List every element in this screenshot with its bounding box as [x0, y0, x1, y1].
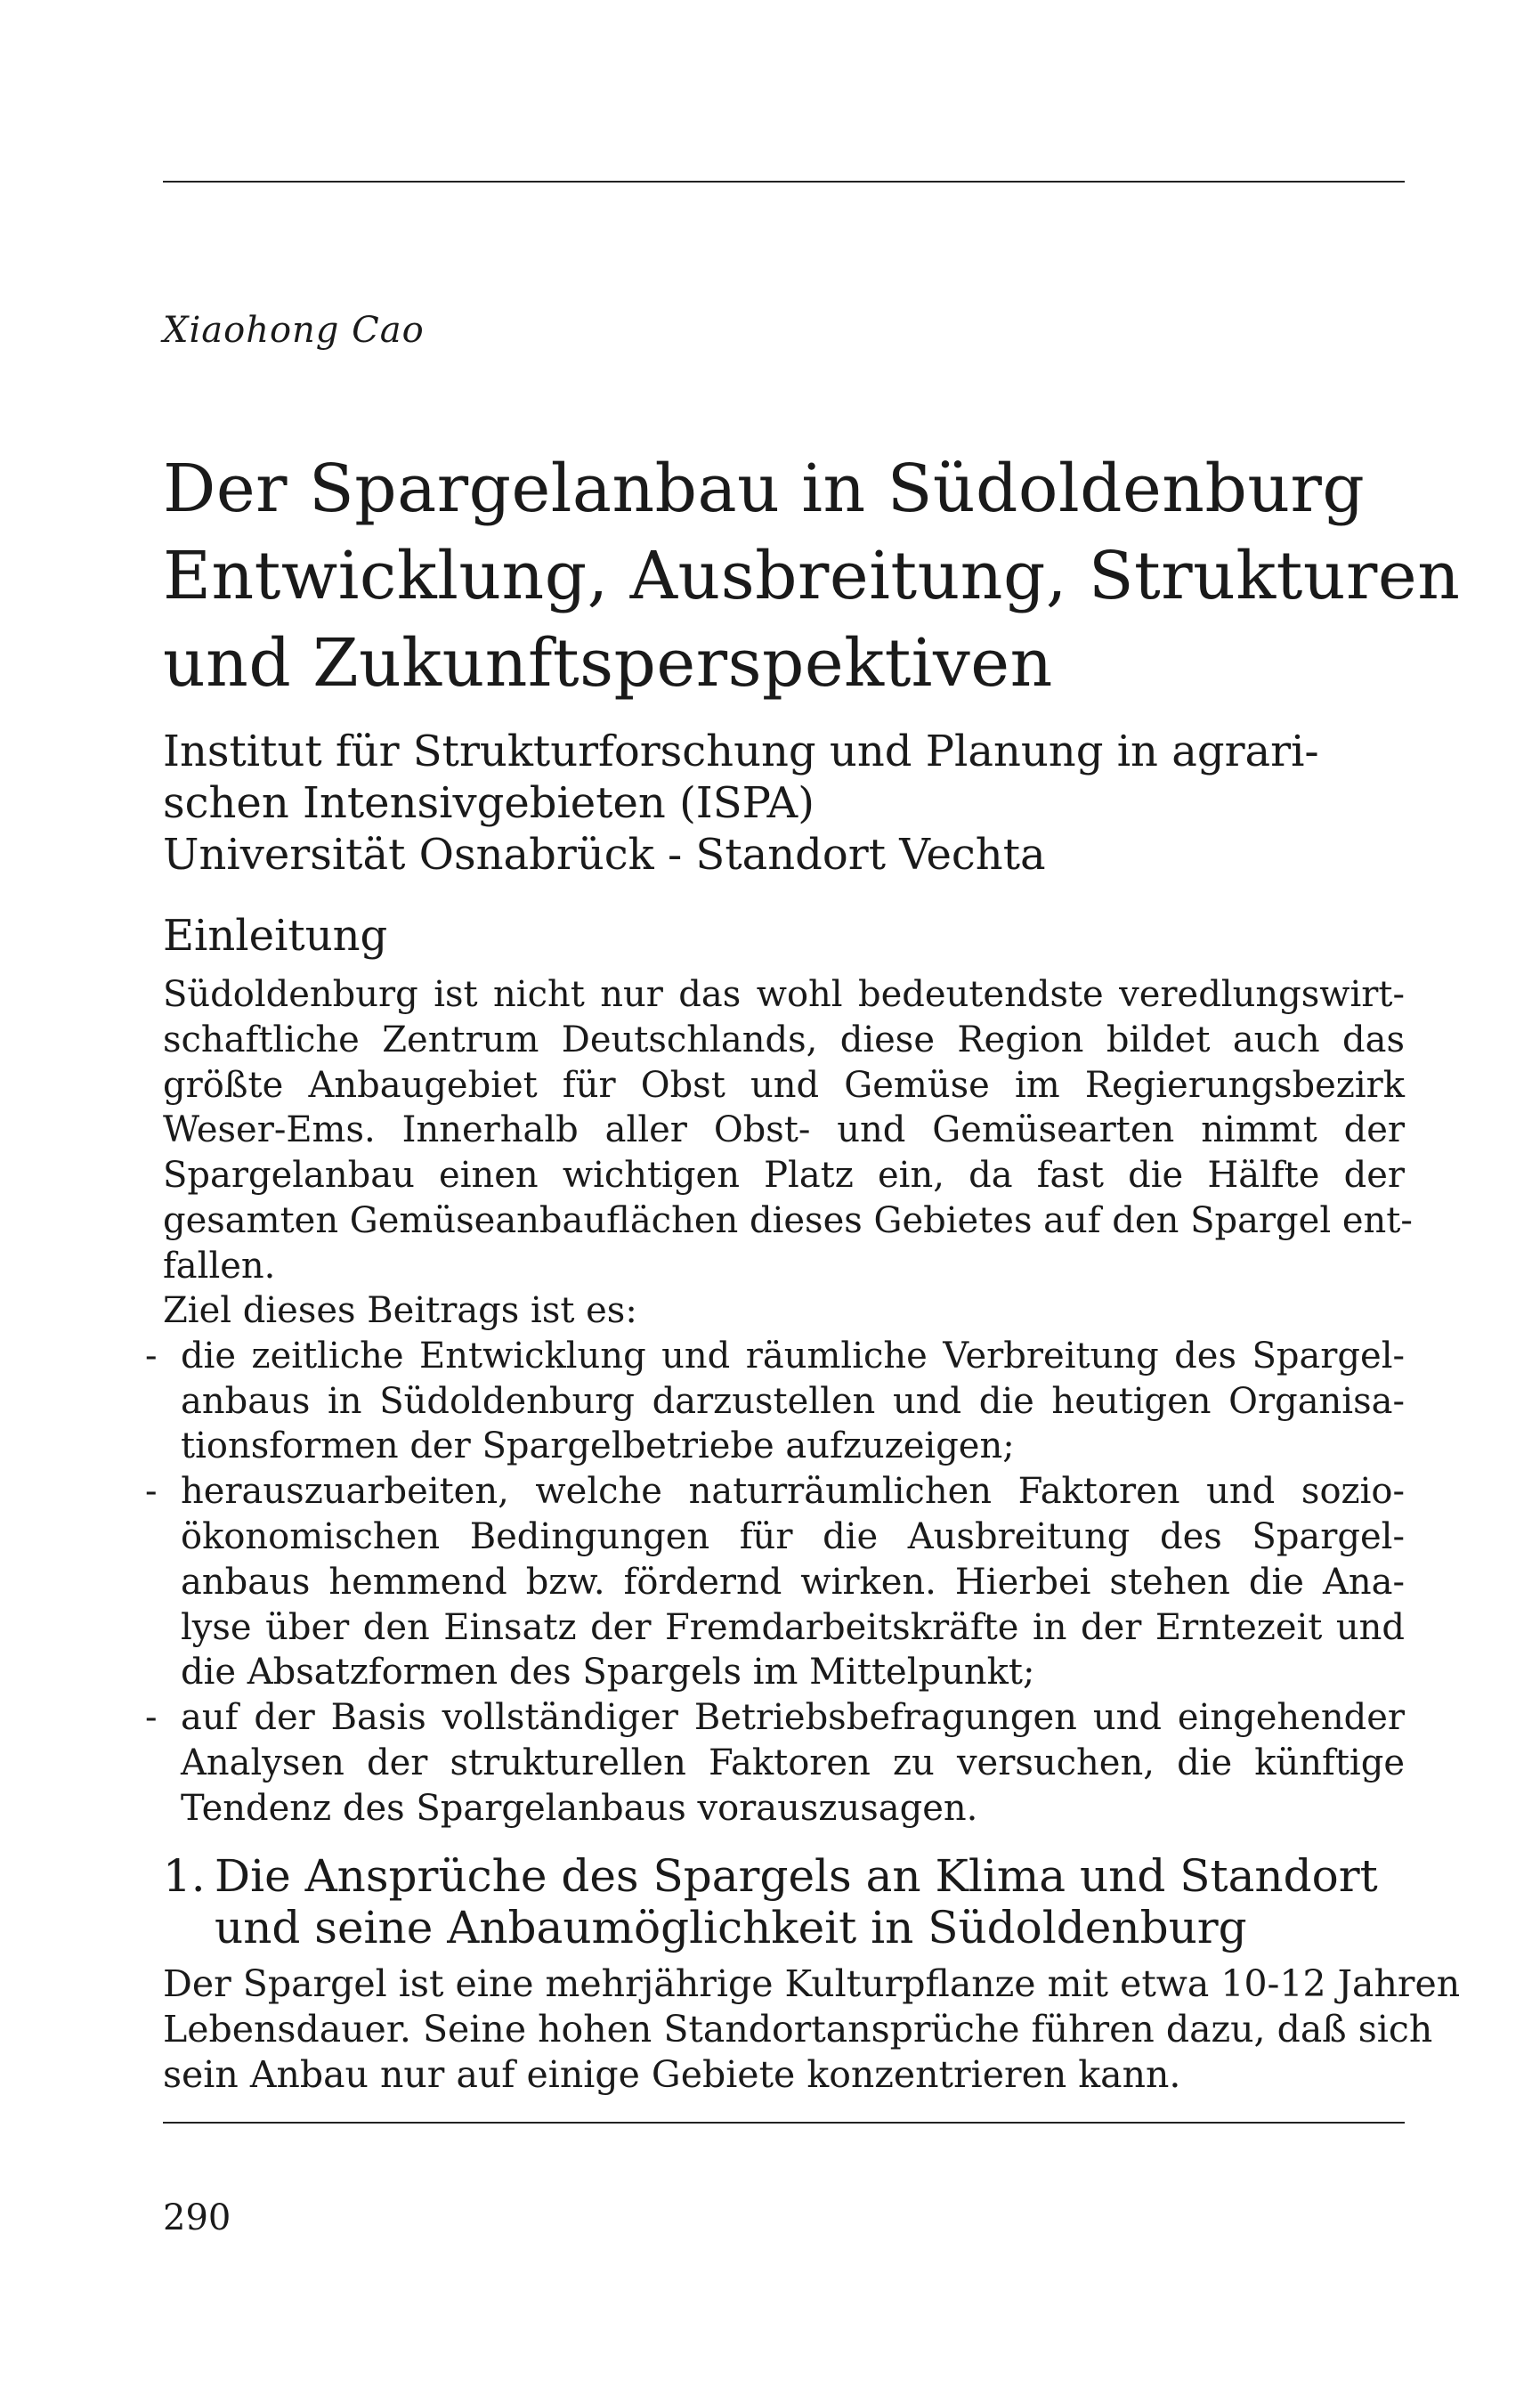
list-item [145, 1334, 1405, 1469]
title-line: und Zukunftsperspektiven [163, 625, 1053, 702]
top-rule [163, 181, 1405, 183]
text-line: Südoldenburg ist nicht nur das wohl bedeutendste veredlungswirt- [163, 974, 1405, 1015]
title-line: Entwicklung, Ausbreitung, Strukturen [163, 538, 1461, 614]
section-number: 1. [163, 1850, 206, 1902]
intro-heading: Einleitung [163, 911, 388, 961]
affiliation [163, 726, 1427, 881]
text-line: - die zeitliche Entwicklung und räumliche Verbreitung des Spargel- [163, 1334, 1405, 1379]
text-line: lyse über den Einsatz der Fremdarbeitskräfte in der Erntezeit und [181, 1606, 1405, 1648]
text-line: Der Spargel ist eine mehrjährige Kulturpflanze mit etwa 10-12 Jahren [163, 1962, 1461, 2005]
text-line: anbaus hemmend bzw. fördernd wirken. Hierbei stehen die Ana- [181, 1561, 1405, 1603]
section-heading [163, 1850, 1378, 1953]
list-item [145, 1695, 1405, 1831]
text-line: die Absatzformen des Spargels im Mittelpunkt; [181, 1652, 1035, 1693]
title-line: Der Spargelanbau in Südoldenburg [163, 451, 1366, 527]
text-line: größte Anbaugebiet für Obst und Gemüse im Regierungsbezirk [163, 1064, 1405, 1106]
text-line: Tendenz des Spargelanbaus vorauszusagen. [181, 1787, 978, 1829]
section-heading-line: und seine Anbaumöglichkeit in Südoldenburg [215, 1902, 1247, 1953]
text-line: tionsformen der Spargelbetriebe aufzuzeigen; [181, 1425, 1015, 1467]
bullet-dash: - [145, 1471, 158, 1513]
section-paragraph [163, 1961, 1461, 2097]
bottom-rule [163, 2122, 1405, 2124]
text-line: fallen. [163, 1245, 276, 1287]
bullet-dash: - [145, 1335, 158, 1377]
list-item [145, 1469, 1405, 1695]
article-title [163, 445, 1461, 707]
text-line: ökonomischen Bedingungen für die Ausbreitung des Spargel- [181, 1515, 1405, 1557]
text-line: schaftliche Zentrum Deutschlands, diese Region bildet auch das [163, 1019, 1405, 1060]
author-name: Xiaohong Cao [163, 310, 425, 351]
text-line: Spargelanbau einen wichtigen Platz ein, da fast die Hälfte der [163, 1155, 1405, 1197]
goals-list [145, 1288, 1405, 1831]
text-line: gesamten Gemüseanbauflächen dieses Gebietes auf den Spargel ent- [163, 1199, 1413, 1241]
page-number: 290 [163, 2197, 231, 2238]
text-line: Weser-Ems. Innerhalb aller Obst- und Gemüsearten nimmt der [163, 1109, 1405, 1151]
text-line: Lebensdauer. Seine hohen Standortansprüche führen dazu, daß sich [163, 2007, 1433, 2051]
goals-lead: Ziel dieses Beitrags ist es: [163, 1290, 637, 1331]
intro-paragraph [163, 972, 1413, 1289]
section-heading-line: 1. Die Ansprüche des Spargels an Klima und Standort [163, 1850, 1378, 1902]
text-line: - herauszuarbeiten, welche naturräumlichen Faktoren und sozio- [163, 1469, 1405, 1515]
affiliation-line: schen Intensivgebieten (ISPA) [163, 778, 815, 828]
bullet-dash: - [145, 1697, 158, 1739]
affiliation-line: Universität Osnabrück - Standort Vechta [163, 830, 1046, 880]
text-line: anbaus in Südoldenburg darzustellen und die heutigen Organisa- [181, 1380, 1405, 1422]
text-line: Analysen der strukturellen Faktoren zu versuchen, die künftige [181, 1742, 1405, 1783]
text-line: - auf der Basis vollständiger Betriebsbefragungen und eingehender [163, 1695, 1405, 1741]
text-line: sein Anbau nur auf einige Gebiete konzentrieren kann. [163, 2052, 1181, 2096]
affiliation-line: Institut für Strukturforschung und Planung in agrari- [163, 727, 1319, 776]
